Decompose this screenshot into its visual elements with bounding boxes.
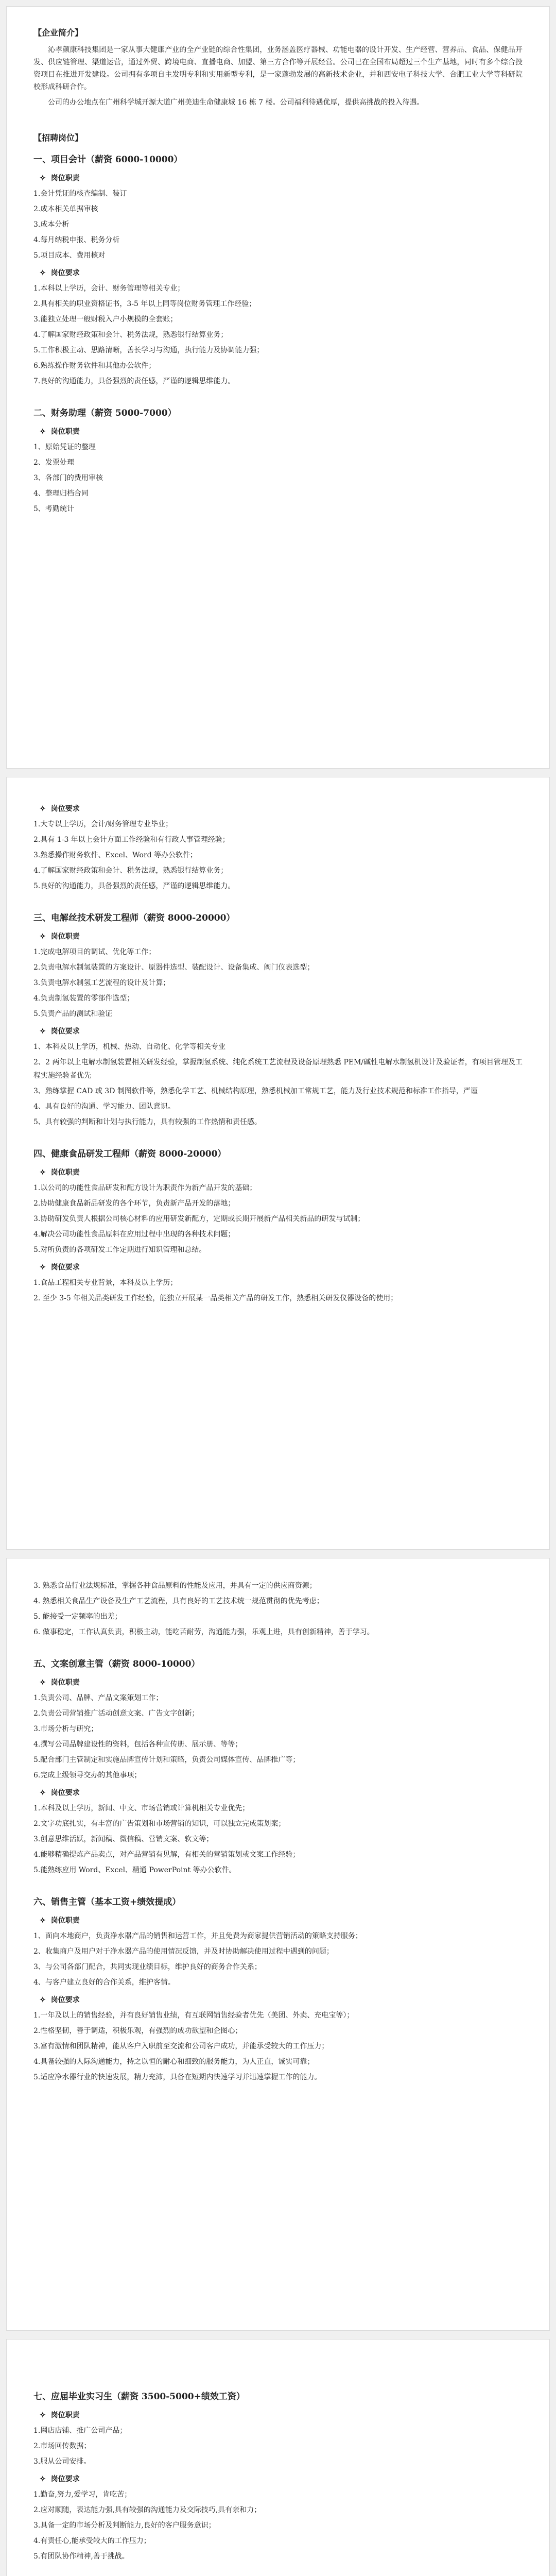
list-item: 3.成本分析 (33, 221, 70, 229)
list-item: 1.一年及以上的销售经验，并有良好销售业绩，有互联网销售经验者优先（美团、外卖、充电宝等）； (33, 2011, 354, 2020)
job-title: 六、销售主管（基本工资+绩效提成） (33, 1897, 181, 1907)
list-item: 5. 能接受一定频率的出差； (33, 1613, 122, 1621)
list-item: 3.服从公司安排。 (33, 2458, 91, 2466)
list-item: 1.勤奋,努力,爱学习，肯吃苦； (33, 2490, 132, 2499)
list-item: 5.配合部门主管制定和实施品牌宣传计划和策略，负责公司媒体宣传、品牌推广等； (33, 1756, 300, 1764)
list-item: 2、发票处理 (33, 459, 74, 467)
duties-label: ✧ 岗位职责 (40, 1679, 80, 1687)
requirements-label: ✧ 岗位要求 (40, 1027, 80, 1036)
diamond-bullet-icon: ✧ (40, 1996, 46, 2004)
list-item: 3、各部门的费用审核 (33, 474, 103, 482)
list-item: 4.了解国家财经政策和会计、税务法规，熟悉银行结算业务； (33, 867, 228, 875)
diamond-bullet-icon: ✧ (40, 428, 46, 436)
list-item: 2.应对顺随，表达能力强,具有较强的沟通能力及交际技巧,具有亲和力； (33, 2506, 262, 2514)
list-item: 3、熟练掌握 CAD 或 3D 制图软件等，熟悉化学工艺、机械结构原理，熟悉机械加工常规工艺，能力及行业技术规范和标准工作指导，严谨 (33, 1087, 478, 1095)
list-item: 7.良好的沟通能力，具备强烈的责任感，严谨的逻辑思维能力。 (33, 377, 235, 385)
duties-label: ✧ 岗位职责 (40, 428, 80, 436)
diamond-bullet-icon: ✧ (40, 1789, 46, 1797)
duties-label: ✧ 岗位职责 (40, 1917, 80, 1925)
list-item: 4、具有良好的沟通、学习能力、团队意识。 (33, 1103, 175, 1111)
list-item: 4、与客户建立良好的合作关系，维护客情。 (33, 1978, 175, 1987)
list-item: 6.完成上级领导交办的其他事项； (33, 1771, 142, 1780)
duties-label: ✧ 岗位职责 (40, 1168, 80, 1177)
list-item: 3、与公司各部门配合，共同实现业绩目标，维护良好的商务合作关系； (33, 1963, 262, 1971)
list-item: 5.良好的沟通能力，具备强烈的责任感，严谨的逻辑思维能力。 (33, 882, 235, 890)
list-item: 4.能够精确提炼产品卖点，对产品营销有见解，有相关的营销策划或文案工作经验； (33, 1851, 300, 1859)
requirements-label: ✧ 岗位要求 (40, 269, 80, 277)
list-item: 1.大专以上学历，会计/财务管理专业毕业； (33, 820, 173, 828)
list-item: 5、具有较强的判断和计划与执行能力，具有较强的工作热情和责任感。 (33, 1118, 262, 1126)
document-page-3 (6, 1558, 550, 2331)
list-item: 3.能独立处理一般财税入户小规模的全套账； (33, 315, 178, 324)
list-item: 2.成本相关单据审核 (33, 205, 98, 213)
job-title: 七、应届毕业实习生（薪资 3500-5000+绩效工资） (33, 2392, 245, 2402)
diamond-bullet-icon: ✧ (40, 805, 46, 813)
list-item: 5.有团队协作精神,善于挑战。 (33, 2552, 129, 2561)
list-item: 3.市场分析与研究； (33, 1725, 98, 1733)
duties-label: ✧ 岗位职责 (40, 2411, 80, 2419)
list-item: 3.负责电解水制氢工艺流程的设计及计算； (33, 979, 170, 987)
job-title: 五、文案创意主管（薪资 8000-10000） (33, 1659, 200, 1669)
document-page-2 (6, 777, 550, 1550)
list-item: 5.能熟练应用 Word、Excel、精通 PowerPoint 等办公软件。 (33, 1866, 236, 1874)
list-item: 2. 至少 3-5 年相关品类研发工作经验，能独立开展某一品类相关产品的研发工作，熟悉相关研发仪器设备的使用； (33, 1294, 398, 1302)
diamond-bullet-icon: ✧ (40, 2475, 46, 2483)
list-item: 4.了解国家财经政策和会计、税务法规，熟悉银行结算业务； (33, 331, 228, 339)
diamond-bullet-icon: ✧ (40, 1263, 46, 1272)
diamond-bullet-icon: ✧ (40, 1917, 46, 1925)
jobs-heading: 【招聘岗位】 (33, 133, 83, 143)
list-item: 2.负责公司营销推广活动创意文案、广告文字创新； (33, 1709, 199, 1718)
diamond-bullet-icon: ✧ (40, 1027, 46, 1036)
requirements-label: ✧ 岗位要求 (40, 805, 80, 813)
list-item: 3.具备一定的市场分析及判断能力,良好的客户服务意识； (33, 2521, 216, 2530)
list-item: 5.工作积极主动、思路清晰，善长学习与沟通，执行能力及协调能力强； (33, 346, 264, 354)
list-item: 3.富有激情和团队精神，能从客户入职前至交流和公司客户成功，并能承受较大的工作压力； (33, 2042, 329, 2050)
job-title: 三、电解丝技术研发工程师（薪资 8000-20000） (33, 913, 235, 923)
list-item: 1、面向本地商户，负责净水器产品的销售和运营工作，并且免费为商家提供营销活动的策略支持服务； (33, 1932, 362, 1940)
diamond-bullet-icon: ✧ (40, 933, 46, 941)
requirements-label: ✧ 岗位要求 (40, 1263, 80, 1272)
list-item: 1.本科及以上学历，新闻、中文、市场营销或计算机相关专业优先； (33, 1804, 250, 1812)
diamond-bullet-icon: ✧ (40, 1679, 46, 1687)
list-item: 2.性格坚韧，善于调适，积极乐观，有强烈的成功欲望和企图心； (33, 2027, 242, 2035)
job-title: 四、健康食品研发工程师（薪资 8000-20000） (33, 1149, 227, 1159)
diamond-bullet-icon: ✧ (40, 1168, 46, 1177)
requirements-label: ✧ 岗位要求 (40, 2475, 80, 2483)
list-item: 2.具有 1-3 年以上会计方面工作经验和有行政人事管理经验； (33, 836, 230, 844)
intro-heading: 【企业简介】 (33, 28, 83, 38)
duties-label: ✧ 岗位职责 (40, 174, 80, 182)
list-item: 2.具有相关的职业资格证书，3-5 年以上同等岗位财务管理工作经验； (33, 300, 256, 308)
list-item: 1.食品工程相关专业背景，本科及以上学历； (33, 1279, 178, 1287)
list-item: 1.网店店铺、推广公司产品； (33, 2427, 127, 2435)
list-item: 1.本科以上学历，会计、财务管理等相关专业； (33, 284, 185, 293)
requirements-label: ✧ 岗位要求 (40, 1996, 80, 2004)
diamond-bullet-icon: ✧ (40, 2411, 46, 2419)
list-item: 4.每月纳税申报、税务分析 (33, 236, 120, 244)
job-title: 一、项目会计（薪资 6000-10000） (33, 155, 183, 165)
list-item: 5.适应净水器行业的快速发展，精力充沛，具备在短期内快速学习并迅速掌握工作的能力。 (33, 2073, 322, 2081)
document-page-1 (6, 6, 550, 769)
list-item: 4.撰写公司品牌建设性的资料，包括各种宣传册、展示册、等等； (33, 1740, 242, 1749)
diamond-bullet-icon: ✧ (40, 174, 46, 182)
list-item: 1、本科及以上学历，机械、热动、自动化、化学等相关专业 (33, 1043, 225, 1051)
list-item: 1.完成电解项目的调试、优化等工作； (33, 948, 156, 956)
list-item: 4.具备较强的人际沟通能力，持之以恒的耐心和细致的服务能力，为人正直，诚实可靠； (33, 2058, 315, 2066)
list-item: 4.解决公司功能性食品原料在应用过程中出现的各种技术问题； (33, 1230, 235, 1239)
list-item: 3.创意思维活跃，新闻稿、微信稿、营销文案、软文等； (33, 1835, 214, 1843)
list-item: 2.协助健康食品新品研发的各个环节，负责新产品开发的落地； (33, 1199, 235, 1208)
intro-paragraph: 沁孝颜康科技集团是一家从事大健康产业的全产业链的综合性集团，业务涵盖医疗器械、功能电器的设计开发、生产经营、营养品、食品、保健品开发、供应链管理、渠道运营，通过外贸、跨境电商、直播电商、加盟、第三方合作等开展经营。公司已在全国布局超过三个生产基地，同时有多个综合投资项目在推进开发建设。公司拥有多项自主发明专利和实用新型专利，是一家蓬勃发展的高新技术企业，并和西安电子科技大学、合肥工业大学等科研院校形成科研合作。 (33, 46, 523, 91)
list-item: 3. 熟悉食品行业法规标准，掌握各种食品原料的性能及应用，并具有一定的供应商资源； (33, 1582, 317, 1590)
diamond-bullet-icon: ✧ (40, 269, 46, 277)
list-item: 6.熟练操作财务软件和其他办公软件； (33, 362, 156, 370)
document-page-4 (6, 2339, 550, 2576)
list-item: 1、原始凭证的整理 (33, 443, 96, 451)
list-item: 5.项目成本、费用核对 (33, 251, 106, 260)
list-item: 1.会计凭证的核查编制、装订 (33, 190, 127, 198)
list-item: 2.文字功底扎实，有丰富的广告策划和市场营销的知识，可以独立完成策划案； (33, 1820, 286, 1828)
list-item: 4、整理归档合同 (33, 489, 89, 498)
list-item: 3.熟悉操作财务软件、Excel、Word 等办公软件； (33, 851, 198, 859)
list-item: 1.以公司的功能性食品研发和配方设计为职责作为新产品开发的基础； (33, 1184, 257, 1192)
list-item: 4. 熟悉相关食品生产设备及生产工艺流程，具有良好的工艺技术统一规范贯彻的优先考虑； (33, 1597, 324, 1605)
list-item: 4.有责任心,能承受较大的工作压力； (33, 2537, 151, 2545)
requirements-label: ✧ 岗位要求 (40, 1789, 80, 1797)
list-item: 5、考勤统计 (33, 505, 74, 513)
duties-label: ✧ 岗位职责 (40, 933, 80, 941)
intro-paragraph: 公司的办公地点在广州科学城开源大道广州美迪生命健康城 16 栋 7 楼。公司福利待遇优厚，提供高挑战的投入待遇。 (48, 98, 424, 107)
list-item: 5.负责产品的测试和验证 (33, 1010, 113, 1018)
list-item: 3.协助研发负责人根据公司核心材料的应用研发新配方，定期或长期开展新产品相关新品的研发与试制； (33, 1215, 365, 1223)
list-item: 2、收集商户及用户对于净水器产品的使用情况反馈，并及时协助解决使用过程中遇到的问题； (33, 1947, 334, 1956)
list-item: 4.负责制氢装置的零部件选型； (33, 994, 134, 1003)
list-item: 6. 做事稳定，工作认真负责，积极主动，能吃苦耐劳，沟通能力强，乐观上进，具有创新精神，善于学习。 (33, 1628, 374, 1636)
list-item: 2、2 两年以上电解水制氢装置相关研发经验，掌握制氢系统、纯化系统工艺流程及设备原理熟悉 PEM/碱性电解水制氢机设计及验证者，有项目管理及工程实施经验者优先 (33, 1058, 523, 1080)
list-item: 1.负责公司、品牌、产品文案策划工作； (33, 1694, 163, 1702)
job-title: 二、财务助理（薪资 5000-7000） (33, 408, 177, 418)
list-item: 2.市场回传数据； (33, 2442, 91, 2450)
list-item: 2.负责电解水制氢装置的方案设计、原器件选型、装配设计、设备集成、阀门仪表选型； (33, 963, 315, 972)
list-item: 5.对所负责的各项研发工作定期进行知识管理和总结。 (33, 1246, 206, 1254)
